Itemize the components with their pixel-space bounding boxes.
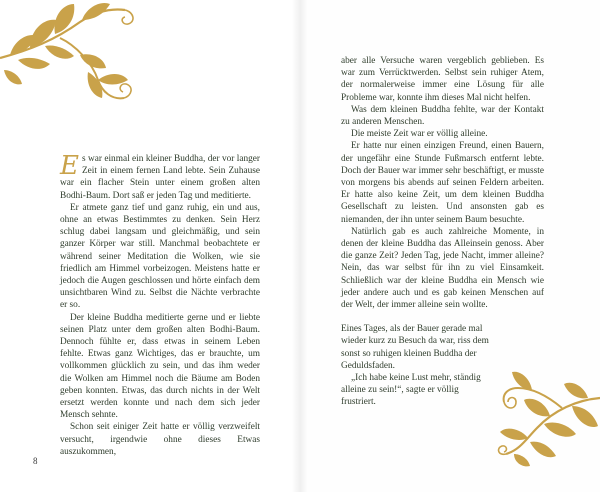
paragraph: Er hatte nur einen einzigen Freund, einen Bauern, der ungefähr eine Stunde Fußmarsch entfernt lebte. Doch der Bauer war immer sehr beschäftigt, er musste von morgens bis abends auf seinen Feldern arbeiten. Er hatte also keine Zeit, um dem kleinen Buddha Gesellschaft zu leisten. Und ansonsten gab es niemanden, der ihn unter seinem Baum besuchte. bbox=[341, 141, 544, 225]
paragraph: Natürlich gab es auch zahlreiche Momente, in denen der kleine Buddha das Alleinsein genoss. Aber die ganze Zeit? Jeden Tag, jede Nacht, immer alleine? Nein, das war selbst für ihn zu viel Einsamkeit. Schließlich war der kleine Buddha ein Mensch wie jeder andere auch und es gab keinen Menschen auf der Welt, der immer alleine sein wollte. bbox=[341, 226, 544, 311]
paragraph: Eines Tages, als der Bauer gerade mal wieder kurz zu Besuch da war, riss dem sonst so ruhigen kleinen Buddha der Geduldsfaden. bbox=[341, 324, 489, 371]
paragraph-text: s war einmal ein kleiner Buddha, der vor langer Zeit in einem fernen Land lebte. Sein Zuhause war ein flacher Stein unter einem großen alten Bodhi-Baum. Dort saß er jeden Tag und meditierte. bbox=[60, 154, 260, 201]
left-text-column bbox=[60, 153, 260, 458]
drop-cap: E bbox=[60, 151, 79, 181]
page-number: 8 bbox=[33, 456, 38, 466]
right-text-column bbox=[341, 55, 544, 409]
paragraph: Schon seit einiger Zeit hatte er völlig verzweifelt versucht, irgendwie ohne dieses Etwas auszukommen, bbox=[60, 422, 260, 457]
book-gutter-shadow bbox=[292, 0, 308, 492]
paragraph bbox=[60, 153, 260, 202]
paragraph: aber alle Versuche waren vergeblich geblieben. Es war zum Verrücktwerden. Selbst sein ruhiger Atem, der normalerweise immer eine Lösung für alle Probleme war, konnte ihm dieses Mal nicht helfen. bbox=[341, 56, 544, 103]
paragraph: Er atmete ganz tief und ganz ruhig, ein und aus, ohne an etwas Bestimmtes zu denken. Sein Herz schlug dabei langsam und gleichmäßig, und sein ganzer Körper war still. Manchmal beobachtete er während seiner Meditation die Wolken, wie sie friedlich am Himmel vorbeizogen. Meistens hatte er jedoch die Augen geschlossen und hörte einfach dem unsichtbaren Wind zu. Selbst die Nächte verbrachte er so. bbox=[60, 202, 260, 311]
floral-ornament-bottom-right bbox=[492, 358, 600, 468]
paragraph: Was dem kleinen Buddha fehlte, war der Kontakt zu anderen Menschen. bbox=[341, 104, 544, 128]
floral-ornament-top-left bbox=[0, 0, 150, 115]
paragraph: Der kleine Buddha meditierte gerne und er liebte seinen Platz unter dem großen alten Bodhi-Baum. Dennoch fühlte er, dass etwas in seinem Leben fehlte. Etwas ganz Wichtiges, das er brauchte, um vollkommen glücklich zu sein, und das ihm weder die Wolken am Himmel noch die Bäume am Boden geben konnten. Etwas, das durch nichts in der Welt ersetzt werden konnte und nach dem sich jeder Mensch sehnte. bbox=[60, 312, 260, 421]
paragraph: „Ich habe keine Lust mehr, ständig alleine zu sein!“, sagte er völlig frustriert. bbox=[341, 373, 481, 408]
paragraph: Die meiste Zeit war er völlig alleine. bbox=[351, 129, 488, 140]
